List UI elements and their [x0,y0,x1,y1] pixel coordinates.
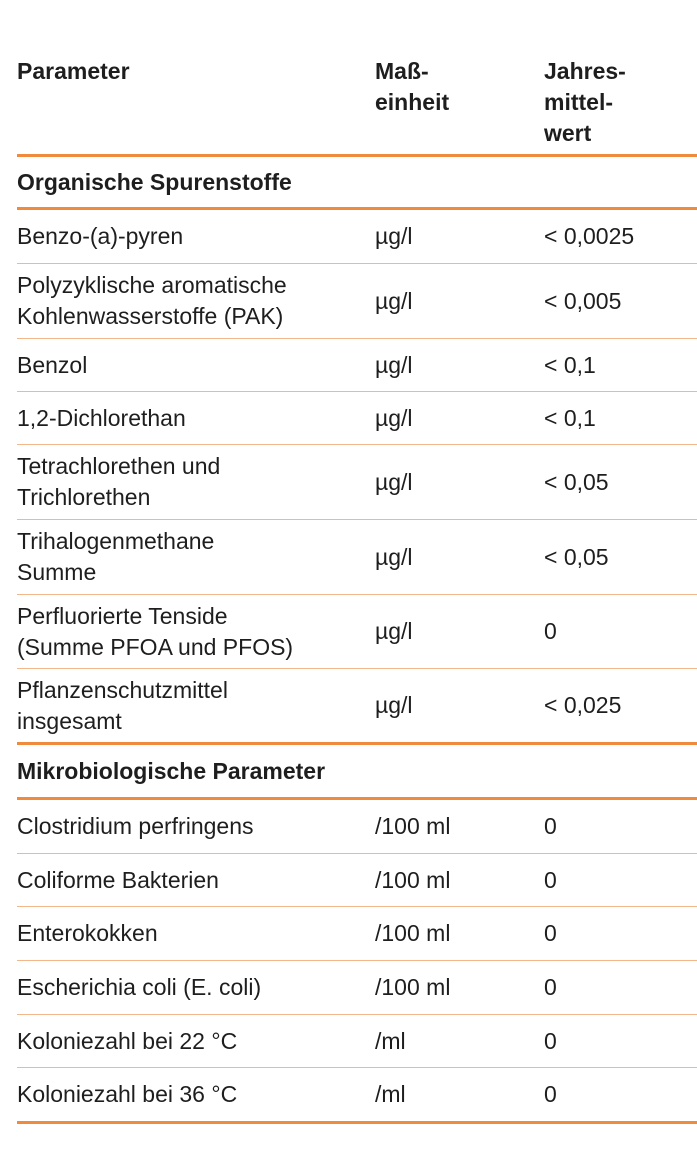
value-cell: < 0,0025 [544,223,635,249]
table-row [17,907,697,961]
unit-cell: /100 ml [375,974,451,1000]
unit-cell: µg/l [375,692,413,718]
parameter-cell: 1,2-Dichlorethan [17,404,186,431]
parameter-cell: Coliforme Bakterien [17,866,219,893]
parameter-cell: Enterokokken [17,920,158,946]
unit-cell: µg/l [375,351,413,378]
header-unit: Maß- einheit [375,58,450,115]
value-cell: 0 [544,866,557,893]
unit-cell: µg/l [375,287,413,314]
value-cell: 0 [544,920,557,946]
header-annual-mean: Jahres- mittel- wert [544,58,626,146]
value-cell: < 0,1 [544,351,596,378]
parameter-cell: Benzol [17,351,88,378]
value-cell: 0 [544,813,557,839]
parameter-cell: Koloniezahl bei 22 °C [17,1027,238,1054]
value-cell: 0 [544,1081,557,1107]
value-cell: < 0,005 [544,287,622,314]
parameter-cell: Koloniezahl bei 36 °C [17,1081,238,1107]
parameter-cell: Perfluorierte Tenside (Summe PFOA und PFOS) [17,602,294,660]
section-header [17,745,697,800]
unit-cell: µg/l [375,404,413,431]
table-header [17,0,697,157]
unit-cell: /100 ml [375,813,451,839]
parameter-cell: Polyzyklische aromatische Kohlenwasserstoffe (PAK) [17,272,287,329]
water-quality-table [17,0,697,1124]
unit-cell: µg/l [375,543,413,570]
parameter-cell: Escherichia coli (E. coli) [17,974,262,1000]
table-row [17,1015,697,1068]
section-header [17,157,697,210]
unit-cell: /ml [375,1027,406,1054]
value-cell: 0 [544,1027,557,1054]
value-cell: < 0,1 [544,404,596,431]
parameter-cell: Tetrachlorethen und Trichlorethen [17,453,221,510]
value-cell: < 0,05 [544,468,609,495]
table-row [17,445,697,520]
section-title: Mikrobiologische Parameter [17,757,326,784]
unit-cell: µg/l [375,468,413,495]
table-row [17,595,697,669]
value-cell: < 0,025 [544,692,622,718]
table-row [17,1068,697,1124]
table-row [17,961,697,1015]
unit-cell: /ml [375,1081,406,1107]
parameter-cell: Trihalogenmethane Summe [17,528,215,585]
table-row [17,520,697,595]
parameter-cell: Benzo-(a)-pyren [17,223,184,249]
table-row [17,210,697,264]
parameter-cell: Clostridium perfringens [17,813,254,839]
value-cell: < 0,05 [544,543,609,570]
table-row [17,854,697,907]
unit-cell: µg/l [375,618,413,644]
table-row [17,800,697,854]
section-title: Organische Spurenstoffe [17,168,292,195]
table-row [17,264,697,339]
unit-cell: µg/l [375,223,413,249]
table-row [17,669,697,745]
table-row [17,339,697,392]
table-row [17,392,697,445]
unit-cell: /100 ml [375,920,451,946]
value-cell: 0 [544,974,557,1000]
value-cell: 0 [544,618,557,644]
header-parameter: Parameter [17,58,130,84]
parameter-cell: Pflanzenschutzmittel insgesamt [17,676,228,734]
unit-cell: /100 ml [375,866,451,893]
